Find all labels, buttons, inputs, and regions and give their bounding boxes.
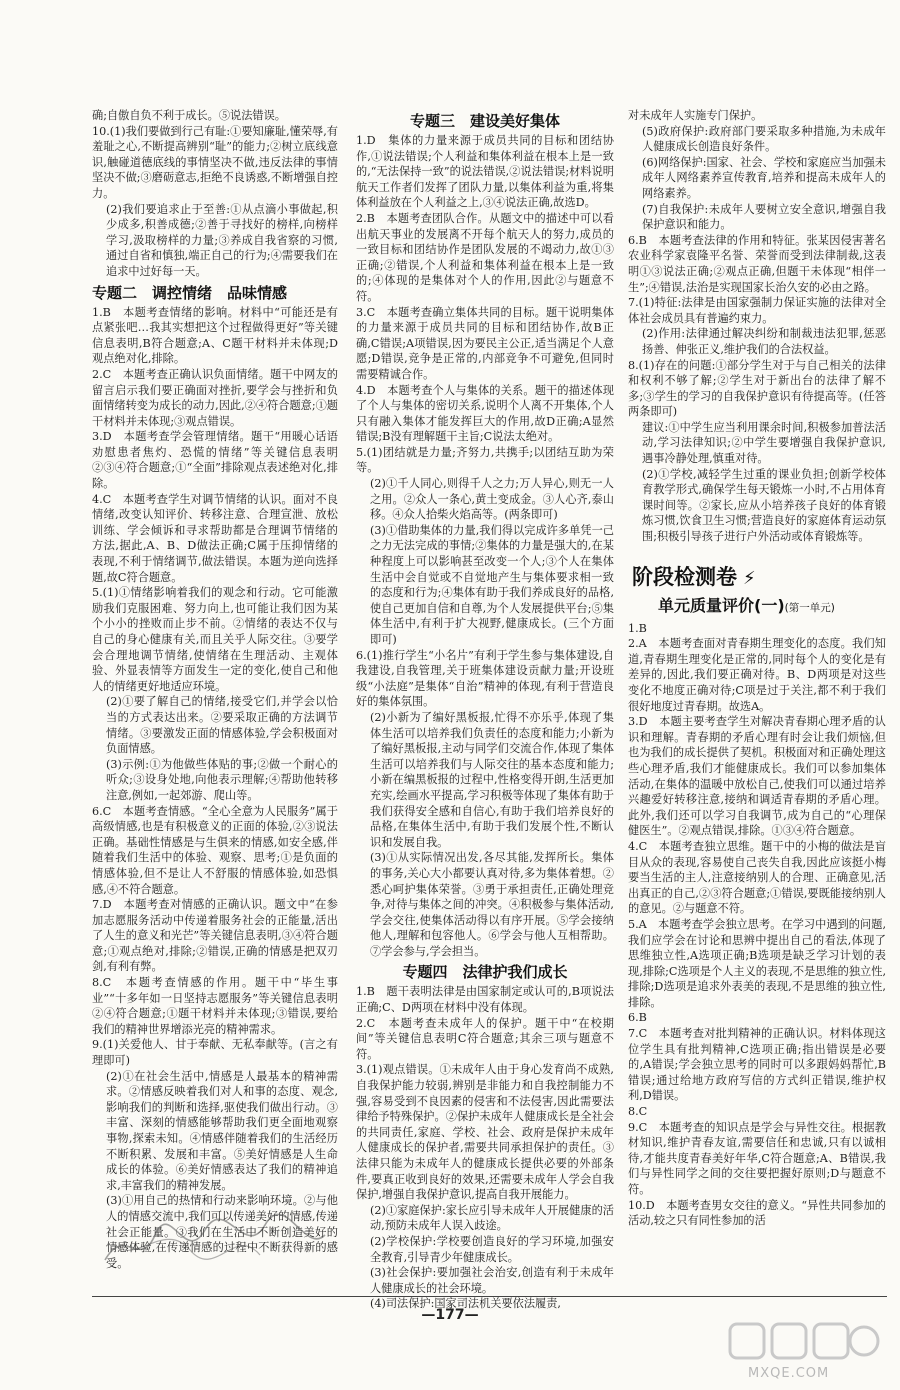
handwriting-scribble <box>95 1205 335 1275</box>
answer-text: 4.D 本题考查个人与集体的关系。题干的描述体现了个人与集体的密切关系,说明个人离不开集体,个人只有融入集体才能发挥巨大的作用,故D正确;A显然错误;B没有理解题干主旨;C说法太绝对。 <box>356 383 614 444</box>
answer-text: 1.B 题干表明法律是由国家制定或认可的,B项说法正确;C、D两项在材料中没有体现。 <box>356 985 614 1015</box>
answer-text: (7)自我保护:未成年人要树立安全意识,增强自我保护意识和能力。 <box>642 202 886 232</box>
answer-text: (2)①要了解自己的情绪,接受它们,并学会以恰当的方式表达出来。②要采取正确的方法调节情绪。③要激发正面的情感体验,学会积极面对负面情感。 <box>106 695 338 756</box>
answer-text: 3.D 本题主要考查学生对解决青春期心理矛盾的认识和理解。青春期的矛盾心理有时会让我们烦恼,但也为我们的成长提供了契机。积极面对和正确处理这些心理矛盾,我们才能健康成长。我们可以参加集体活动,在集体的温暖中放松自己,使我们可以通过培养兴趣爱好转移注意,接纳和调适青春期的矛盾心理。此外,我们还可以学习自我调节,成为自己的“心理保健医生”。②观点错误,排除。①③④符合题意。 <box>628 715 886 838</box>
answer-text: 8.(1)存在的问题:①部分学生对于与自己相关的法律和权利不够了解;②学生对于新出台的法律了解不多;③学生的学习的自我保护意识有待提高等。(任答两条即可) <box>628 358 886 419</box>
lightning-icon: ⚡ <box>743 567 756 589</box>
column-middle <box>356 108 614 1311</box>
answer-text: 5.(1)①情绪影响着我们的观念和行动。它可能激励我们克服困难、努力向上,也可能让我们因为某个小小的挫败而止步不前。②情绪的表达不仅与自己的身心健康有关,而且关乎人际交往。③要学会合理地调节情绪,使情绪在生理活动、主观体验、外显表情等方面发生一定的变化,使自己和他人的情绪更好地适应环境。 <box>92 586 338 693</box>
answer-text: 确;自傲自负不利于成长。⑤说法错误。 <box>92 109 286 122</box>
answer-text: (2)①家庭保护:家长应引导未成年人开展健康的活动,预防未成年人误入歧途。 <box>370 1203 614 1233</box>
answer-text: (3)①用自己的热情和行动来影响环境。②与他人的情感交流中,我们可以传递美好的情感,传递社会正能量。③我们在生活中不断创造美好的情感体验,在传递情感的过程中不断获得新的感受。 <box>106 1194 338 1270</box>
answer-text: 3.C 本题考查确立集体共同的目标。题干说明集体的力量来源于成员共同的目标和团结协作,故B正确,C错误;A项错误,因为要民主公正,适当满足个人意愿;D错误,竞争是正常的,内部竞争不可避免,但同时需要精诚合作。 <box>356 305 614 381</box>
answer-text: 1.B <box>628 621 647 635</box>
page-number: —177— <box>421 1307 479 1323</box>
answer-text: 建议:①中学生应当利用课余时间,积极参加普法活动,学习法律知识;②中学生要增强自我保护意识,遇事冷静处理,慎重对待。 <box>642 420 886 466</box>
answer-text: 2.A 本题考查面对青春期生理变化的态度。我们知道,青春期生理变化是正常的,同时每个人的变化是有差异的,因此,我们要正确对待。B、D两项是对这些变化不地度正确对待;C项是过于关注,都不利于我们很好地度过青春期。故选A。 <box>628 637 886 713</box>
answer-text: (3)①从实际情况出发,各尽其能,发挥所长。集体的事务,关心大小都要认真对待,多为集体着想。②悉心呵护集体荣誉。③勇于承担责任,正确处理竞争,对待与集体之间的冲突。④积极参与集体活动,学会交往,使集体活动得以有序开展。⑤学会接纳他人,理解和包容他人。⑥学会与他人互相帮助。⑦学会参与,学会担当。 <box>370 851 614 958</box>
answer-text: 6.B 本题考查法律的作用和特征。张某因侵害著名农业科学家袁隆平名誉、荣誉而受到法律制裁,这表明①③说法正确;②观点正确,但题干未体现“相伴一生”;④错误,法治是实现国家长治久安的必由之路。 <box>628 233 886 294</box>
answer-text: 2.C 本题考查未成年人的保护。题干中“在校期间”等关键信息表明C符合题意;其余三项与题意不符。 <box>356 1016 614 1061</box>
section-heading: 专题四 法律护我们成长 <box>402 963 568 982</box>
answer-text: (2)作用:法律通过解决纠纷和制裁违法犯罪,惩恶扬善、伸张正义,维护我们的合法权益。 <box>642 327 886 356</box>
answer-text: 6.C 本题考查情感。“全心全意为人民服务”属于高级情感,也是有积极意义的正面的体验,②③说法正确。基础性情感是与生俱来的情感,如安全感,伴随着我们生活中的体验、观察、思考;①是负面的情感体验,但不是让人不舒服的情感体验,如恐惧感,④不符合题意。 <box>92 804 338 896</box>
answer-text: (6)网络保护:国家、社会、学校和家庭应当加强未成年人网络素养宣传教育,培养和提高未成年人的网络素养。 <box>642 155 886 200</box>
answer-text: 9.(1)关爱他人、甘于奉献、无私奉献等。(言之有理即可) <box>92 1038 338 1068</box>
answer-text: (2)我们要追求止于至善:①从点滴小事做起,积少成多,积善成德;②善于寻找好的榜样,向榜样学习,汲取榜样的力量;③养成自我省察的习惯,通过自省和慎独,端正自己的行为;④需要我们在追求中过好每一天。 <box>106 202 338 278</box>
answer-text: 3.D 本题考查学会管理情绪。题干“用暖心话语劝慰患者焦灼、恐慌的情绪”等关键信息表明②③④符合题意;①“全面”排除观点表述绝对化,排除。 <box>92 430 338 491</box>
answer-text: 6.B <box>628 1011 647 1025</box>
unit-heading <box>658 595 886 619</box>
answer-text: 7.C 本题考查对批判精神的正确认识。材料体现这位学生具有批判精神,C选项正确;指出错误是必要的,A错误;学会独立思考的同时可以多跟妈妈帮忙,B错误;通过给地方政府写信的方式纠正错误,维护权利,D错误。 <box>628 1027 886 1103</box>
answer-text: 9.C 本题考查的知识点是学会与异性交往。根据教材知识,维护青春友谊,需要信任和忠诚,只有以诚相待,才能共度青春美好年华,C符合题意;A、B错误,我们与异性同学之间的交往要把握好原则;D与题意不符。 <box>628 1120 886 1196</box>
answer-text: (2)学校保护:学校要创造良好的学习环境,加强安全教育,引导青少年健康成长。 <box>370 1234 614 1264</box>
answer-text: 7.(1)特征:法律是由国家强制力保证实施的法律对全体社会成员具有普遍约束力。 <box>628 296 886 325</box>
section-heading: 专题二 调控情绪 品味情感 <box>92 283 288 302</box>
footer-rule <box>92 1296 887 1297</box>
answer-text: 3.(1)观点错误。①未成年人由于身心发育尚不成熟,自我保护能力较弱,辨别是非能力和自我控制能力不强,容易受到不良因素的侵害和不法侵害,因此需要法律给予特殊保护。②保护未成年人健康成长是全社会的共同责任,家庭、学校、社会、政府是保护未成年人健康成长的保护者,需要共同承担保护的责任。③法律只能为未成年人的健康成长提供必要的外部条件,要真正收到良好的效果,还需要未成年人学会自我保护,增强自我保护意识,提高自我开展能力。 <box>356 1063 614 1202</box>
answer-text: 7.D 本题考查对情感的正确认识。题文中“在参加志愿服务活动中传递着服务社会的正能量,活出了人生的意义和光芒”等关键信息表明,③④符合题意;①观点绝对,排除;②错误,正确的情感是把双刃剑,有利有弊。 <box>92 898 338 974</box>
part-heading <box>632 563 886 593</box>
answer-text: 4.C 本题考查独立思维。题干中的小梅的做法是盲目从众的表现,容易使自己丧失自我,因此应该挺小梅要当生活的主人,注意接纳别人的合理、正确意见,活出真正的自己,②③符合题意;①错误,要既能接纳别人的意见。②与题意不符。 <box>628 839 886 916</box>
answer-text: (3)示例:①为他做些体贴的事;②做一个耐心的听众;③设身处地,向他表示理解;④帮助他转移注意,例如,一起郊游、爬山等。 <box>106 757 338 802</box>
section-heading: 专题三 建设美好集体 <box>409 112 560 130</box>
watermark-text: MXQE.COM <box>748 1366 830 1381</box>
answer-text: (2)①千人同心,则得千人之力;万人异心,则无一人之用。②众人一条心,黄土变成金。③人心齐,泰山移。④众人拾柴火焰高等。(两条即可) <box>370 477 614 522</box>
column-left <box>92 108 338 1283</box>
answer-text: 6.(1)推行学生“小名片”有利于学生参与集体建设,自我建设,自我管理,关于班集体建设贡献力量;开设班级“小法庭”是集体“自治”精神的体现,有利于营造良好的集体氛围。 <box>356 648 614 709</box>
answer-text: 10.D 本题考查男女交往的意义。“异性共同参加的活动,较之只有同性参加的活 <box>628 1198 886 1228</box>
answer-text: 5.(1)团结就是力量;齐努力,共携手;以团结互助为荣等。 <box>356 445 614 475</box>
column-right <box>628 108 886 1283</box>
answer-text: 1.D 集体的力量来源于成员共同的目标和团结协作,①说法错误;个人利益和集体利益在根本上是一致的,“无法保持一致”的说法错误,②说法错误;材料说明航天工作者们发挥了团队力量,以集体利益为重,将集体利益放在个人利益之上,③④说法正确,故选D。 <box>356 134 614 210</box>
answer-text: (4)司法保护:国家司法机关要依法履责, <box>370 1297 561 1311</box>
answer-text: (3)①借助集体的力量,我们得以完成许多单凭一己之力无法完成的事情;②集体的力量是强大的,在某种程度上可以影响甚至改变一个人;③个人在集体生活中会自觉或不自觉地产生与集体要求相一致的态度和行为;④集体有助于我们养成良好的品格,使自己更加自信和自尊,为个人发展提供平台;⑤集体生活中,有利于扩大视野,健康成长。(三个方面即可) <box>370 523 614 646</box>
answer-text: 8.C 本题考查情感的作用。题干中“毕生事业”“十多年如一日坚持志愿服务”等关键信息表明②④符合题意;①题干材料并未体现;③错误,要给我们的精神世界增添光亮的精神需求。 <box>92 976 338 1036</box>
answer-text: 对未成年人实施专门保护。 <box>628 109 763 122</box>
answer-text: 4.C 本题考查学生对调节情绪的认识。面对不良情绪,改变认知评价、转移注意、合理宣泄、放松训练、学会倾诉和寻求帮助都是合理调节情绪的方法,据此,A、B、D做法正确;C属于压抑情绪的表现,不利于情绪调节,做法错误。本题为逆向选择题,故C符合题意。 <box>92 492 338 584</box>
watermark-logo <box>690 1318 890 1368</box>
answer-text: 5.A 本题考查学会独立思考。在学习中遇到的问题,我们应学会在讨论和思辨中提出自己的看法,体现了思维独立性,A选项正确;B选项是缺乏学习计划的表现,排除;C选项是个人主义的表现,不是思维的独立性,排除;D选项是追求外表美的表现,不是思维的独立性,排除。 <box>628 917 886 1009</box>
answer-text: 2.B 本题考查团队合作。从题文中的描述中可以看出航天事业的发展离不开每个航天人的努力,成员的一致目标和团结协作是团队发展的不竭动力,故①③正确;②错误,个人利益和集体利益在根本上是一致的;④体现的是集体对个人的作用,因此②与题意不符。 <box>356 211 614 303</box>
answer-text: 8.C <box>628 1105 648 1119</box>
answer-text: (3)社会保护:要加强社会治安,创造有利于未成年人健康成长的社会环境。 <box>370 1266 614 1295</box>
answer-text: (5)政府保护:政府部门要采取多种措施,为未成年人健康成长创造良好条件。 <box>642 124 886 154</box>
answer-text: (2)小新为了编好黑板报,忙得不亦乐乎,体现了集体生活可以培养我们负责任的态度和能力;小新为了编好黑板报,主动与同学们交流合作,体现了集体生活可以培养我们与人际交往的基本态度和能力;小新在编黑板报的过程中,性格变得开朗,生活更加充实,绘画水平提高,学习积极等体现了集体有助于我们获得安全感和自信心,有助于我们培养良好的品格,在集体生活中,有助于我们发展个性,不断认识和发展自我。 <box>370 710 614 849</box>
answer-text: 10.(1)我们要做到行己有耻:①要知廉耻,懂荣辱,有羞耻之心,不断提高辨别“耻”的能力;②树立底线意识,触碰道德底线的事情坚决不做,违反法律的事情坚决不做;③磨砺意志,拒绝不良诱惑,不断增强自控力。 <box>92 124 338 200</box>
answer-text: 2.C 本题考查正确认识负面情绪。题干中网友的留言启示我们要正确面对挫折,要学会与挫折和负面情绪转变为成长的动力,因此,②④符合题意;①题干材料并未体现;③观点错误。 <box>92 367 338 428</box>
unit-title: 单元质量评价(一) <box>658 595 785 615</box>
part-heading-text: 阶段检测卷 <box>632 564 737 589</box>
answer-text: (2)①学校,减轻学生过重的课业负担;创新学校体育教学形式,确保学生每天锻炼一小时,不占用体育课时间等。②家长,应从小培养孩子良好的体育锻炼习惯,饮食卫生习惯;营造良好的家庭体育运动氛围;积极引导孩子进行户外活动或体育锻炼等。 <box>642 467 886 544</box>
watermark <box>690 1318 890 1388</box>
answer-text: (2)①在社会生活中,情感是人最基本的精神需求。②情感反映着我们对人和事的态度、观念,影响我们的判断和选择,驱使我们做出行动。③丰富、深刻的情感能够帮助我们更全面地观察事物,探索未知。④情感伴随着我们的生活经历不断积累、发展和丰富。⑤美好情感是人生命成长的体验。⑥美好情感表达了我们的精神追求,丰富我们的精神发展。 <box>106 1069 338 1192</box>
unit-subtitle: (第一单元) <box>784 601 835 614</box>
answer-text: 1.B 本题考查情绪的影响。材料中“可能还是有点紧张吧…我其实想把这个过程做得更好”等关键信息表明,B符合题意;A、C题干材料并未体现;D观点绝对化,排除。 <box>92 305 338 366</box>
